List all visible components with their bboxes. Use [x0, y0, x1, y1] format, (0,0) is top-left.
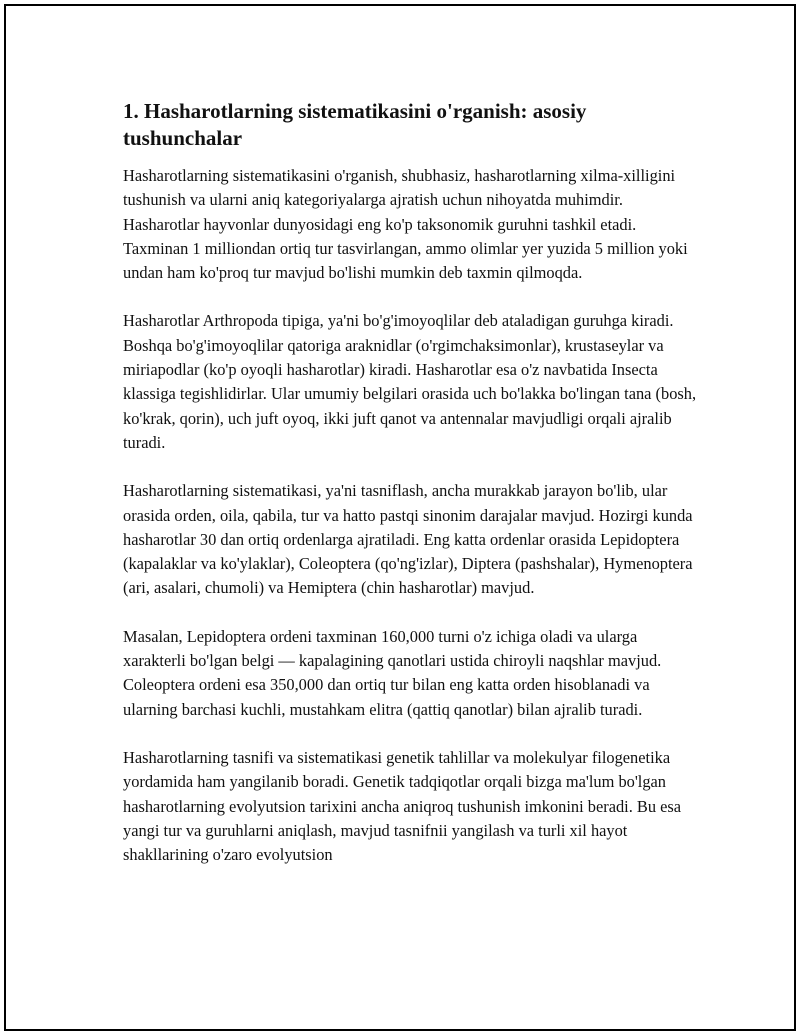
paragraph: Hasharotlarning tasnifi va sistematikasi genetik tahlillar va molekulyar filogenetika yordamida ham yangilanib boradi. Genetik tadqiqotlar orqali bizga ma'lum bo'lgan hasharotlarning evolyutsion tarixini ancha aniqroq tushunish imkonini beradi. Bu esa yangi tur va guruhlarni aniqlash, mavjud tasnifnii yangilash va turli xil hayot shakllarining o'zaro evolyutsion — [123, 747, 682, 865]
paragraph: Masalan, Lepidoptera ordeni taxminan 160,000 turni o'z ichiga oladi va ularga xarakterli bo'lgan belgi — kapalagining qanotlari ustida chiroyli naqshlar mavjud. Coleoptera ordeni esa 350,000 dan ortiq tur bilan eng katta orden hisoblanadi va ularning barchasi kuchli, mustahkam elitra (qattiq qanotlar) bilan ajralib turadi. — [123, 626, 662, 719]
paragraph: Hasharotlarning sistematikasini o'rganish, shubhasiz, hasharotlarning xilma-xilligini tushunish va ularni aniq kategoriyalarga ajratish uchun nihoyatda muhimdir. Hasharotlar hayvonlar dunyosidagi eng ko'p taksonomik guruhni tashkil etadi. Taxminan 1 milliondan ortiq tur tasvirlangan, ammo olimlar yer yuzida 5 million yoki undan ham ko'proq tur mavjud bo'lishi mumkin deb taxmin qilmoqda. — [123, 166, 688, 283]
paragraph: Hasharotlarning sistematikasi, ya'ni tasniflash, ancha murakkab jarayon bo'lib, ular orasida orden, oila, qabila, tur va hatto pastqi sinonim darajalar mavjud. Hozirgi kunda hasharotlar 30 dan ortiq ordenlarga ajratiladi. Eng katta ordenlar orasida Lepidoptera (kapalaklar va ko'ylaklar), Coleoptera (qo'ng'izlar), Diptera (pashshalar), Hymenoptera (ari, asalari, chumoli) va Hemiptera (chin hasharotlar) mavjud. — [123, 481, 693, 598]
paragraph: Hasharotlar Arthropoda tipiga, ya'ni bo'g'imoyoqlilar deb ataladigan guruhga kiradi. Boshqa bo'g'imoyoqlilar qatoriga araknidlar (o'rgimchaksimonlar), krustaseylar va miriapodlar (ko'p oyoqli hasharotlar) kiradi. Hasharotlar esa o'z navbatida Insecta klassiga tegishlidirlar. Ular umumiy belgilari orasida uch bo'lakka bo'lingan tana (bosh, ko'krak, qorin), uch juft oyoq, ikki juft qanot va antennalar mavjudligi orqali ajralib turadi. — [123, 311, 697, 452]
page-frame — [4, 4, 796, 1031]
section-heading: 1. Hasharotlarning sistematikasini o'rganish: asosiy tushunchalar — [123, 99, 587, 150]
document-body — [123, 98, 698, 891]
